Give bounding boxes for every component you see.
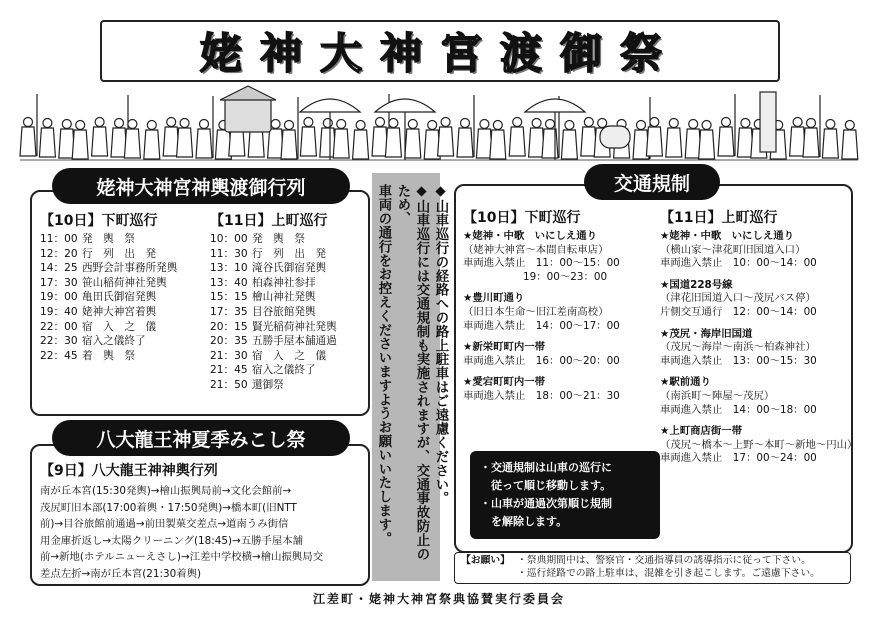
schedule-row [210,320,337,335]
schedule-event: 宿 入 之 儀 [252,349,327,362]
traffic-day11-list [660,230,858,474]
footer-organizer: 江差町・姥神大神宮祭典協賛実行委員会 [312,592,565,606]
schedule-row [40,232,177,247]
togyo-day11-list [210,232,337,393]
schedule-event: 柏森神社参拝 [252,276,316,289]
traffic-item [463,376,653,403]
schedule-row [40,305,177,320]
traffic-name: ★姥神・中歌 いにしえ通り [463,230,598,242]
schedule-row [40,334,177,349]
traffic-rule1: 車両進入禁止 18：00～21：30 [463,389,620,402]
traffic-day11-label: 【11日】上町巡行 [660,210,778,226]
request-lines [517,555,820,580]
schedule-row [210,305,337,320]
schedule-row [210,276,337,291]
schedule-time: 11：00 [40,233,78,245]
center-notice-line: ◆山車巡行の経路への路上駐車はご遠慮ください。 [433,184,448,506]
schedule-event: 亀田氏御宿発輿 [82,291,157,304]
schedule-row [210,378,337,393]
traffic-area: （南浜町～陣屋～茂尻） [660,389,775,402]
request-line: ・巡行経路での路上駐車は、混雑を引き起こします。ご遠慮下さい。 [517,567,820,579]
schedule-event: 宿 入 之 儀 [82,320,157,333]
traffic-rule1: 車両進入禁止 14：00～18：00 [660,403,817,416]
traffic-rule1: 片側交互通行 12：00～14：00 [660,305,817,318]
hachidairyu-route [40,483,323,582]
route-line: 前)→目谷旅館前通過→前田製菓交差点→道南うみ街信 [40,518,289,530]
route-line: 差点左折→南が丘本宮(21:30着輿) [40,567,202,580]
schedule-row [210,290,337,305]
schedule-event: 姥神大神宮着輿 [82,305,157,318]
center-notice-line: ◆山車巡行には交通規制も実施されますが、交通事故防止のため、 [395,184,429,561]
togyo-day10-label: 【10日】下町巡行 [40,213,158,229]
schedule-row [210,349,337,364]
schedule-event: 発 輿 祭 [252,233,305,245]
togyo-day10-list [40,232,177,363]
traffic-name: ★茂尻・海岸旧国道 [660,327,753,340]
schedule-time: 17：35 [210,305,248,318]
schedule-event: 宿入之儀終了 [82,335,146,348]
route-line: 南が丘本宮(15:30発輿)→檜山振興局前→文化会館前→ [40,485,292,497]
traffic-area: （横山家～津花町旧国道入口） [660,243,806,256]
schedule-time: 22：00 [40,320,78,333]
schedule-row [210,247,337,262]
route-line: 用金庫折返し→太陽クリーニング(18:45)→五勝手屋本舗 [40,534,304,547]
traffic-name: ★国道228号線 [660,278,733,291]
traffic-name: ★駅前通り [660,376,711,389]
schedule-time: 11：30 [210,247,248,260]
schedule-row [210,363,337,378]
traffic-area: （津花旧国道入口～茂尻バス停） [660,292,816,305]
schedule-time: 17：30 [40,276,78,289]
traffic-rule1: 車両進入禁止 16：00～20：00 [463,354,620,367]
traffic-area: （茂尻～海岸～南浜～柏森神社） [660,341,816,354]
schedule-row [40,320,177,335]
schedule-event: 宿入之儀終了 [252,364,316,377]
traffic-rule2: 19：00～23：00 [523,270,608,283]
traffic-notice-line: 従って順じ移動します。 [480,479,612,492]
schedule-event: 笹山稲荷神社発輿 [82,276,167,289]
schedule-row [40,290,177,305]
traffic-area: （姥神大神宮～本間自転車店） [463,243,609,256]
schedule-event: 発 輿 祭 [82,233,135,245]
traffic-area: （茂尻～橋本～上野～本町～新地～円山） [660,438,858,451]
route-line: 茂尻町旧本部(17:00着輿・17:50発輿)→橋本町(旧NTT [40,501,297,514]
schedule-event: 着 輿 祭 [82,349,135,362]
schedule-time: 21：30 [210,349,248,362]
traffic-notice-line: ・交通規制は山車の巡行に [480,461,612,474]
schedule-event: 五勝手屋本舗通過 [252,335,337,348]
traffic-rule1: 車両進入禁止 17：00～24：00 [660,452,817,465]
schedule-time: 22：45 [40,349,78,362]
schedule-event: 行 列 出 発 [252,247,327,260]
schedule-time: 10：00 [210,233,248,245]
hachidairyu-day-label: 【9日】八大龍王神神輿行列 [40,463,218,479]
traffic-rule1: 車両進入禁止 11：00～15：00 [463,257,620,270]
traffic-name: ★姥神・中歌 いにしえ通り [660,230,795,242]
center-notice [374,184,450,574]
hachidairyu-heading: 八大龍王神夏季みこし祭 [52,420,350,456]
traffic-area: （旧日本生命～旧江差南高校） [463,305,609,318]
traffic-day10-label: 【10日】下町巡行 [463,210,581,226]
traffic-heading: 交通規制 [584,164,720,200]
traffic-rule1: 車両進入禁止 10：00～14：00 [660,257,817,270]
page-title: 姥神大神宮渡御祭 [199,29,680,78]
schedule-time: 21：50 [210,378,248,391]
schedule-row [210,334,337,349]
schedule-time: 14：25 [40,262,78,275]
traffic-item [463,292,653,333]
route-line: 前→新地(ホテルニューえさし)→江差中学校横→檜山振興局交 [40,551,324,563]
traffic-item [660,425,858,466]
schedule-row [210,261,337,276]
title-banner [100,20,780,82]
traffic-rule1: 車両進入禁止 14：00～17：00 [463,319,620,332]
schedule-row [40,349,177,364]
center-notice-line: 車両の通行をお控えくださいますようお願いいたします。 [376,184,391,546]
schedule-event: 檜山神社発輿 [252,291,316,304]
schedule-event: 還御祭 [252,378,284,391]
traffic-item [660,328,848,369]
togyo-heading: 姥神大神宮神輿渡御行列 [52,168,350,204]
schedule-event: 目谷旅館発輿 [252,305,316,318]
traffic-item [463,230,653,284]
schedule-time: 19：00 [40,291,78,304]
schedule-event: 行 列 出 発 [82,247,157,260]
traffic-rule1: 車両進入禁止 13：00～15：30 [660,354,817,367]
schedule-time: 15：15 [210,291,248,304]
schedule-time: 12：20 [40,247,78,260]
schedule-time: 13：10 [210,262,248,275]
traffic-name: ★新栄町町内一帯 [463,341,546,354]
schedule-event: 西野会計事務所発輿 [82,262,178,275]
traffic-item [660,230,848,271]
traffic-item [660,376,848,417]
schedule-event: 賢光稲荷神社発輿 [252,320,337,333]
traffic-name: ★愛宕町町内一帯 [463,376,546,389]
traffic-name: ★豊川町通り [463,292,525,305]
traffic-item [660,279,848,320]
schedule-row [40,247,177,262]
request-label: 【お願い】 [461,555,510,566]
schedule-row [40,276,177,291]
schedule-time: 19：40 [40,305,78,318]
schedule-time: 22：30 [40,335,78,348]
schedule-event: 滝谷氏御宿発輿 [252,262,327,275]
schedule-time: 20：15 [210,320,248,333]
schedule-time: 20：35 [210,335,248,348]
schedule-time: 13：40 [210,276,248,289]
traffic-notice-line: ・山車が通過次第順じ規制 [480,497,612,510]
schedule-row [40,261,177,276]
traffic-name: ★上町商店街一帯 [660,425,743,438]
traffic-day10-list [463,230,653,412]
traffic-item [463,341,653,368]
traffic-notice-line: を解除します。 [480,515,568,528]
togyo-day11-label: 【11日】上町巡行 [210,213,328,229]
procession-illustration [0,82,878,166]
schedule-time: 21：45 [210,364,248,377]
request-box [454,552,851,584]
schedule-row [210,232,337,247]
request-line: ・祭典期間中は、警察官・交通指導員の誘導指示に従って下さい。 [517,555,811,566]
traffic-notice [470,451,660,539]
